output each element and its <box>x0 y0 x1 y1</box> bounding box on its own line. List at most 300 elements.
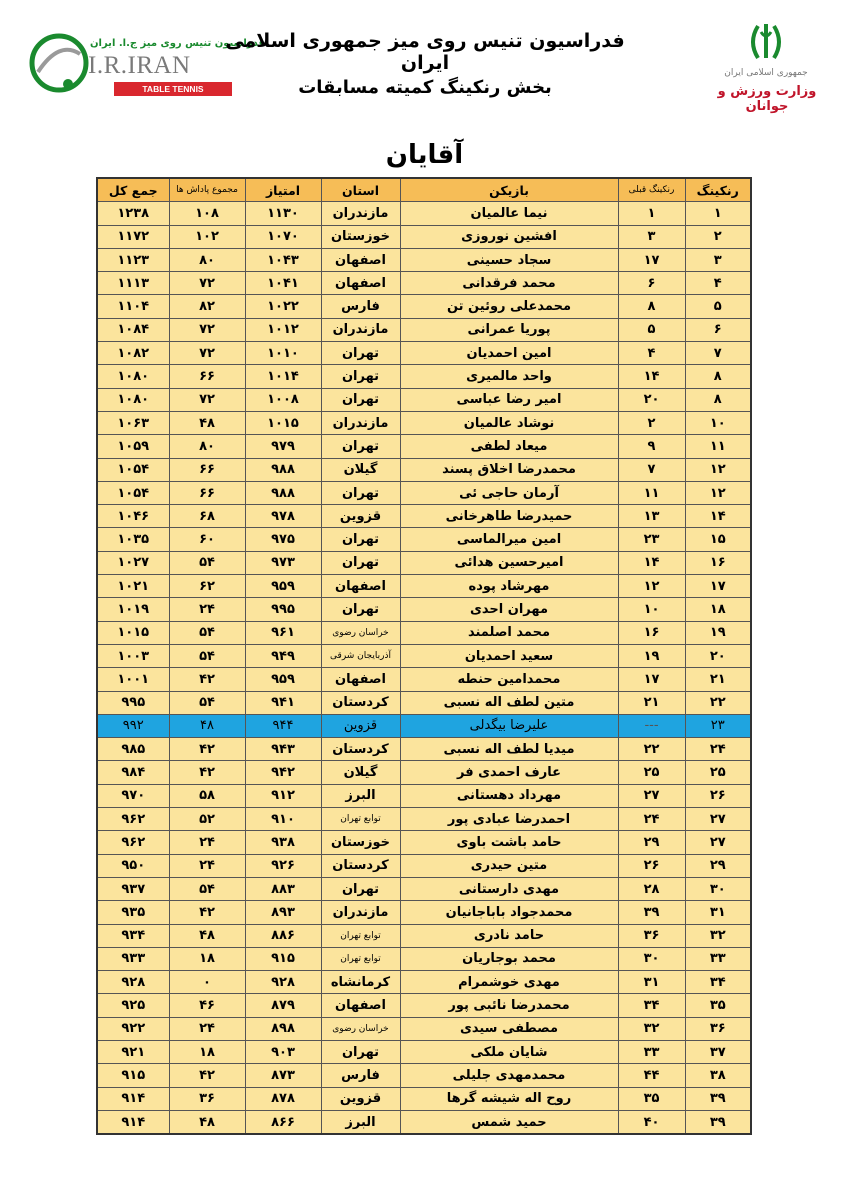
rank-cell: ۸ <box>685 388 751 411</box>
bonus-cell: ۲۴ <box>169 854 245 877</box>
points-cell: ۹۴۴ <box>245 714 321 737</box>
table-row <box>97 994 751 1017</box>
player-name-cell: حامد نادری <box>400 924 618 947</box>
table-row <box>97 318 751 341</box>
previous-rank-cell: ۴۴ <box>618 1064 685 1087</box>
bonus-cell: ۶۰ <box>169 528 245 551</box>
previous-rank-cell: ۱۶ <box>618 621 685 644</box>
total-cell: ۹۱۴ <box>97 1110 169 1134</box>
total-cell: ۱۰۳۵ <box>97 528 169 551</box>
previous-rank-cell: ۳۹ <box>618 901 685 924</box>
points-cell: ۹۷۹ <box>245 435 321 458</box>
table-row <box>97 644 751 667</box>
previous-rank-cell: ۳ <box>618 225 685 248</box>
bonus-cell: ۵۴ <box>169 621 245 644</box>
previous-rank-cell: ۲۹ <box>618 831 685 854</box>
rank-cell: ۱۰ <box>685 411 751 434</box>
previous-rank-cell: ۲۳ <box>618 528 685 551</box>
province-cell: مازندران <box>321 901 400 924</box>
bonus-cell: ۲۴ <box>169 831 245 854</box>
previous-rank-cell: ۲۵ <box>618 761 685 784</box>
rank-cell: ۱۴ <box>685 505 751 528</box>
province-cell: خوزستان <box>321 225 400 248</box>
rank-cell: ۲۲ <box>685 691 751 714</box>
points-cell: ۹۱۲ <box>245 784 321 807</box>
table-row <box>97 342 751 365</box>
table-row <box>97 854 751 877</box>
rank-cell: ۱۲ <box>685 458 751 481</box>
ministry-caption-small: جمهوری اسلامی ایران <box>724 68 808 78</box>
points-cell: ۱۱۳۰ <box>245 202 321 225</box>
table-row <box>97 505 751 528</box>
previous-rank-cell: ۱ <box>618 202 685 225</box>
province-cell: تهران <box>321 528 400 551</box>
bonus-cell: ۱۰۸ <box>169 202 245 225</box>
bonus-cell: ۸۰ <box>169 435 245 458</box>
province-cell: خراسان رضوی <box>321 1017 400 1040</box>
rank-cell: ۱۵ <box>685 528 751 551</box>
bonus-cell: ۳۶ <box>169 1087 245 1110</box>
previous-rank-cell: ۳۶ <box>618 924 685 947</box>
rank-cell: ۱۲ <box>685 481 751 504</box>
table-row <box>97 831 751 854</box>
column-header: جمع کل <box>97 178 169 202</box>
rank-cell: ۲۱ <box>685 668 751 691</box>
points-cell: ۹۹۵ <box>245 598 321 621</box>
table-row <box>97 808 751 831</box>
bonus-cell: ۴۲ <box>169 668 245 691</box>
points-cell: ۹۸۸ <box>245 481 321 504</box>
province-cell: قزوین <box>321 1087 400 1110</box>
previous-rank-cell: ۱۷ <box>618 248 685 271</box>
points-cell: ۹۷۵ <box>245 528 321 551</box>
previous-rank-cell: ۱۷ <box>618 668 685 691</box>
bonus-cell: ۴۲ <box>169 901 245 924</box>
province-cell: تهران <box>321 365 400 388</box>
total-cell: ۱۰۰۳ <box>97 644 169 667</box>
player-name-cell: حمید شمس <box>400 1110 618 1134</box>
bonus-cell: ۷۲ <box>169 318 245 341</box>
table-row <box>97 388 751 411</box>
player-name-cell: مصطفی سیدی <box>400 1017 618 1040</box>
points-cell: ۱۰۲۲ <box>245 295 321 318</box>
points-cell: ۹۴۹ <box>245 644 321 667</box>
total-cell: ۹۶۲ <box>97 808 169 831</box>
points-cell: ۱۰۱۴ <box>245 365 321 388</box>
table-row <box>97 714 751 737</box>
previous-rank-cell: ۶ <box>618 272 685 295</box>
province-cell: تهران <box>321 481 400 504</box>
rank-cell: ۶ <box>685 318 751 341</box>
bonus-cell: ۷۲ <box>169 272 245 295</box>
total-cell: ۹۸۵ <box>97 738 169 761</box>
player-name-cell: مهدی خوشمرام <box>400 971 618 994</box>
total-cell: ۹۲۵ <box>97 994 169 1017</box>
table-row <box>97 784 751 807</box>
player-name-cell: محمدمهدی جلیلی <box>400 1064 618 1087</box>
table-row <box>97 1040 751 1063</box>
points-cell: ۹۴۱ <box>245 691 321 714</box>
bonus-cell: ۶۲ <box>169 575 245 598</box>
rank-cell: ۲۶ <box>685 784 751 807</box>
federation-logo <box>28 30 265 108</box>
previous-rank-cell: ۲۶ <box>618 854 685 877</box>
total-cell: ۹۸۴ <box>97 761 169 784</box>
province-cell: مازندران <box>321 202 400 225</box>
previous-rank-cell: ۲۴ <box>618 808 685 831</box>
previous-rank-cell: ۱۲ <box>618 575 685 598</box>
points-cell: ۹۲۶ <box>245 854 321 877</box>
province-cell: توابع تهران <box>321 808 400 831</box>
bonus-cell: ۶۶ <box>169 458 245 481</box>
rank-cell: ۷ <box>685 342 751 365</box>
previous-rank-cell: ۱۴ <box>618 551 685 574</box>
player-name-cell: علیرضا بیگدلی <box>400 714 618 737</box>
previous-rank-cell: ۲۸ <box>618 877 685 900</box>
player-name-cell: محمدرضا اخلاق پسند <box>400 458 618 481</box>
table-row <box>97 295 751 318</box>
previous-rank-cell: ۱۳ <box>618 505 685 528</box>
province-cell: قزوین <box>321 714 400 737</box>
player-name-cell: میدیا لطف اله نسبی <box>400 738 618 761</box>
player-name-cell: محمدعلی روئین تن <box>400 295 618 318</box>
total-cell: ۱۰۸۴ <box>97 318 169 341</box>
player-name-cell: متین حیدری <box>400 854 618 877</box>
points-cell: ۸۹۸ <box>245 1017 321 1040</box>
player-name-cell: واحد مالمیری <box>400 365 618 388</box>
table-row <box>97 272 751 295</box>
total-cell: ۹۶۲ <box>97 831 169 854</box>
province-cell: کرمانشاه <box>321 971 400 994</box>
bonus-cell: ۸۰ <box>169 248 245 271</box>
total-cell: ۱۰۱۹ <box>97 598 169 621</box>
province-cell: توابع تهران <box>321 924 400 947</box>
rank-cell: ۳۳ <box>685 947 751 970</box>
player-name-cell: سعید احمدیان <box>400 644 618 667</box>
province-cell: البرز <box>321 1110 400 1134</box>
player-name-cell: میعاد لطفی <box>400 435 618 458</box>
bonus-cell: ۷۲ <box>169 342 245 365</box>
total-cell: ۹۳۷ <box>97 877 169 900</box>
province-cell: اصفهان <box>321 575 400 598</box>
province-cell: کردستان <box>321 691 400 714</box>
total-cell: ۱۱۲۳ <box>97 248 169 271</box>
bonus-cell: ۱۰۲ <box>169 225 245 248</box>
rank-cell: ۲۰ <box>685 644 751 667</box>
table-row <box>97 1017 751 1040</box>
table-row <box>97 435 751 458</box>
ministry-logo <box>712 20 822 114</box>
points-cell: ۹۷۳ <box>245 551 321 574</box>
rank-cell: ۳۹ <box>685 1087 751 1110</box>
rank-cell: ۳۶ <box>685 1017 751 1040</box>
table-row <box>97 901 751 924</box>
previous-rank-cell: ۴۰ <box>618 1110 685 1134</box>
rank-cell: ۱ <box>685 202 751 225</box>
previous-rank-cell: ۹ <box>618 435 685 458</box>
previous-rank-cell: ۲۲ <box>618 738 685 761</box>
player-name-cell: حامد باشت باوی <box>400 831 618 854</box>
previous-rank-cell: ۲ <box>618 411 685 434</box>
player-name-cell: پوریا عمرانی <box>400 318 618 341</box>
points-cell: ۹۸۸ <box>245 458 321 481</box>
province-cell: فارس <box>321 295 400 318</box>
federation-name-persian: فدراسیون تنیس روی میز ج.ا. ایران <box>90 38 265 49</box>
total-cell: ۱۰۵۴ <box>97 458 169 481</box>
bonus-cell: ۵۲ <box>169 808 245 831</box>
province-cell: تهران <box>321 388 400 411</box>
player-name-cell: مهدی دارستانی <box>400 877 618 900</box>
bonus-cell: ۶۸ <box>169 505 245 528</box>
total-cell: ۹۷۰ <box>97 784 169 807</box>
province-cell: خراسان رضوی <box>321 621 400 644</box>
total-cell: ۹۳۴ <box>97 924 169 947</box>
points-cell: ۹۵۹ <box>245 668 321 691</box>
table-row <box>97 947 751 970</box>
page-title: فدراسیون تنیس روی میز جمهوری اسلامی ایران <box>225 30 625 74</box>
player-name-cell: افشین نوروزی <box>400 225 618 248</box>
iran-emblem-icon <box>744 20 788 64</box>
table-row <box>97 411 751 434</box>
rank-cell: ۲۵ <box>685 761 751 784</box>
province-cell: کردستان <box>321 854 400 877</box>
player-name-cell: محمد بوجاریان <box>400 947 618 970</box>
rank-cell: ۳۰ <box>685 877 751 900</box>
table-row <box>97 575 751 598</box>
bonus-cell: ۲۴ <box>169 1017 245 1040</box>
rank-cell: ۴ <box>685 272 751 295</box>
table-row <box>97 248 751 271</box>
province-cell: تهران <box>321 342 400 365</box>
table-row <box>97 551 751 574</box>
table-row <box>97 971 751 994</box>
column-header: بازیکن <box>400 178 618 202</box>
bonus-cell: ۴۸ <box>169 714 245 737</box>
total-cell: ۱۰۱۵ <box>97 621 169 644</box>
points-cell: ۹۴۲ <box>245 761 321 784</box>
player-name-cell: مهرشاد پوده <box>400 575 618 598</box>
province-cell: تهران <box>321 551 400 574</box>
total-cell: ۹۱۴ <box>97 1087 169 1110</box>
table-row <box>97 1087 751 1110</box>
player-name-cell: آرمان حاجی ئی <box>400 481 618 504</box>
previous-rank-cell: ۲۱ <box>618 691 685 714</box>
province-cell: تهران <box>321 598 400 621</box>
rank-cell: ۳۱ <box>685 901 751 924</box>
points-cell: ۸۷۹ <box>245 994 321 1017</box>
rank-cell: ۳ <box>685 248 751 271</box>
province-cell: اصفهان <box>321 994 400 1017</box>
province-cell: کردستان <box>321 738 400 761</box>
previous-rank-cell: ۳۰ <box>618 947 685 970</box>
player-name-cell: امین احمدیان <box>400 342 618 365</box>
total-cell: ۹۱۵ <box>97 1064 169 1087</box>
province-cell: آذربایجان شرقی <box>321 644 400 667</box>
points-cell: ۹۲۸ <box>245 971 321 994</box>
table-row <box>97 924 751 947</box>
page-subtitle: بخش رنکینگ کمیته مسابقات <box>298 77 552 98</box>
previous-rank-cell: ۵ <box>618 318 685 341</box>
bonus-cell: ۴۲ <box>169 761 245 784</box>
total-cell: ۹۳۵ <box>97 901 169 924</box>
column-header: مجموع پاداش ها <box>169 178 245 202</box>
total-cell: ۹۲۸ <box>97 971 169 994</box>
total-cell: ۱۱۰۴ <box>97 295 169 318</box>
player-name-cell: محمدجواد باباجانیان <box>400 901 618 924</box>
points-cell: ۹۳۸ <box>245 831 321 854</box>
column-header: رنکینگ قبلی <box>618 178 685 202</box>
bonus-cell: ۸۲ <box>169 295 245 318</box>
total-cell: ۹۳۳ <box>97 947 169 970</box>
player-name-cell: محمد فرقدانی <box>400 272 618 295</box>
points-cell: ۹۴۳ <box>245 738 321 761</box>
player-name-cell: مهرداد دهستانی <box>400 784 618 807</box>
rank-cell: ۲۷ <box>685 808 751 831</box>
player-name-cell: نوشاد عالمیان <box>400 411 618 434</box>
player-name-cell: نیما عالمیان <box>400 202 618 225</box>
bonus-cell: ۵۴ <box>169 877 245 900</box>
rank-cell: ۳۹ <box>685 1110 751 1134</box>
points-cell: ۸۷۳ <box>245 1064 321 1087</box>
column-header: استان <box>321 178 400 202</box>
player-name-cell: شایان ملکی <box>400 1040 618 1063</box>
previous-rank-cell: ۷ <box>618 458 685 481</box>
previous-rank-cell: ۳۲ <box>618 1017 685 1040</box>
bonus-cell: ۵۴ <box>169 691 245 714</box>
bonus-cell: ۴۸ <box>169 924 245 947</box>
total-cell: ۱۰۸۲ <box>97 342 169 365</box>
province-cell: قزوین <box>321 505 400 528</box>
rank-cell: ۳۴ <box>685 971 751 994</box>
bonus-cell: ۵۴ <box>169 551 245 574</box>
total-cell: ۱۰۸۰ <box>97 365 169 388</box>
player-name-cell: محمد اصلمند <box>400 621 618 644</box>
player-name-cell: متین لطف اله نسبی <box>400 691 618 714</box>
table-header-row <box>97 178 751 202</box>
total-cell: ۱۰۵۴ <box>97 481 169 504</box>
total-cell: ۹۹۵ <box>97 691 169 714</box>
points-cell: ۱۰۴۳ <box>245 248 321 271</box>
bonus-cell: ۴۲ <box>169 738 245 761</box>
bonus-cell: ۴۲ <box>169 1064 245 1087</box>
rank-cell: ۱۹ <box>685 621 751 644</box>
province-cell: توابع تهران <box>321 947 400 970</box>
table-row <box>97 481 751 504</box>
province-cell: خوزستان <box>321 831 400 854</box>
points-cell: ۱۰۱۲ <box>245 318 321 341</box>
previous-rank-cell: ۳۵ <box>618 1087 685 1110</box>
rank-cell: ۳۸ <box>685 1064 751 1087</box>
total-cell: ۱۰۴۶ <box>97 505 169 528</box>
previous-rank-cell: ۱۱ <box>618 481 685 504</box>
bonus-cell: ۶۶ <box>169 481 245 504</box>
bonus-cell: ۴۸ <box>169 1110 245 1134</box>
ministry-name: وزارت ورزش و جوانان <box>717 84 817 114</box>
province-cell: اصفهان <box>321 248 400 271</box>
total-cell: ۱۰۲۱ <box>97 575 169 598</box>
total-cell: ۹۲۱ <box>97 1040 169 1063</box>
bonus-cell: ۰ <box>169 971 245 994</box>
table-row <box>97 738 751 761</box>
points-cell: ۹۰۳ <box>245 1040 321 1063</box>
points-cell: ۸۸۶ <box>245 924 321 947</box>
table-row <box>97 621 751 644</box>
points-cell: ۱۰۷۰ <box>245 225 321 248</box>
bonus-cell: ۱۸ <box>169 1040 245 1063</box>
player-name-cell: احمدرضا عبادی پور <box>400 808 618 831</box>
bonus-cell: ۵۸ <box>169 784 245 807</box>
player-name-cell: عارف احمدی فر <box>400 761 618 784</box>
points-cell: ۹۱۵ <box>245 947 321 970</box>
rank-cell: ۳۵ <box>685 994 751 1017</box>
previous-rank-cell: ۳۳ <box>618 1040 685 1063</box>
province-cell: مازندران <box>321 411 400 434</box>
table-row <box>97 877 751 900</box>
points-cell: ۱۰۰۸ <box>245 388 321 411</box>
points-cell: ۹۱۰ <box>245 808 321 831</box>
points-cell: ۹۵۹ <box>245 575 321 598</box>
province-cell: اصفهان <box>321 668 400 691</box>
province-cell: تهران <box>321 877 400 900</box>
bonus-cell: ۶۶ <box>169 365 245 388</box>
previous-rank-cell: --- <box>618 714 685 737</box>
player-name-cell: محمدامین حنطه <box>400 668 618 691</box>
player-name-cell: محمدرضا نائبی پور <box>400 994 618 1017</box>
points-cell: ۸۶۶ <box>245 1110 321 1134</box>
total-cell: ۱۲۳۸ <box>97 202 169 225</box>
total-cell: ۹۲۲ <box>97 1017 169 1040</box>
table-row <box>97 202 751 225</box>
rank-cell: ۲۴ <box>685 738 751 761</box>
rank-cell: ۳۷ <box>685 1040 751 1063</box>
rank-cell: ۱۷ <box>685 575 751 598</box>
table-row <box>97 761 751 784</box>
table-row <box>97 668 751 691</box>
table-row <box>97 598 751 621</box>
total-cell: ۱۰۸۰ <box>97 388 169 411</box>
points-cell: ۱۰۱۵ <box>245 411 321 434</box>
previous-rank-cell: ۳۴ <box>618 994 685 1017</box>
points-cell: ۱۰۱۰ <box>245 342 321 365</box>
rank-cell: ۲۳ <box>685 714 751 737</box>
ranking-table <box>96 177 752 1135</box>
total-cell: ۱۰۰۱ <box>97 668 169 691</box>
province-cell: تهران <box>321 435 400 458</box>
bonus-cell: ۴۶ <box>169 994 245 1017</box>
table-row <box>97 365 751 388</box>
player-name-cell: حمیدرضا طاهرخانی <box>400 505 618 528</box>
bonus-cell: ۲۴ <box>169 598 245 621</box>
province-cell: گیلان <box>321 761 400 784</box>
province-cell: فارس <box>321 1064 400 1087</box>
points-cell: ۹۷۸ <box>245 505 321 528</box>
column-header: رنکینگ <box>685 178 751 202</box>
total-cell: ۹۹۲ <box>97 714 169 737</box>
total-cell: ۹۵۰ <box>97 854 169 877</box>
player-name-cell: روح اله شیشه گرها <box>400 1087 618 1110</box>
total-cell: ۱۱۷۲ <box>97 225 169 248</box>
bonus-cell: ۵۴ <box>169 644 245 667</box>
previous-rank-cell: ۱۴ <box>618 365 685 388</box>
player-name-cell: مهران احدی <box>400 598 618 621</box>
table-row <box>97 458 751 481</box>
total-cell: ۱۰۵۹ <box>97 435 169 458</box>
rank-cell: ۸ <box>685 365 751 388</box>
points-cell: ۸۷۸ <box>245 1087 321 1110</box>
paddle-swirl-icon <box>28 32 90 94</box>
previous-rank-cell: ۱۰ <box>618 598 685 621</box>
previous-rank-cell: ۴ <box>618 342 685 365</box>
